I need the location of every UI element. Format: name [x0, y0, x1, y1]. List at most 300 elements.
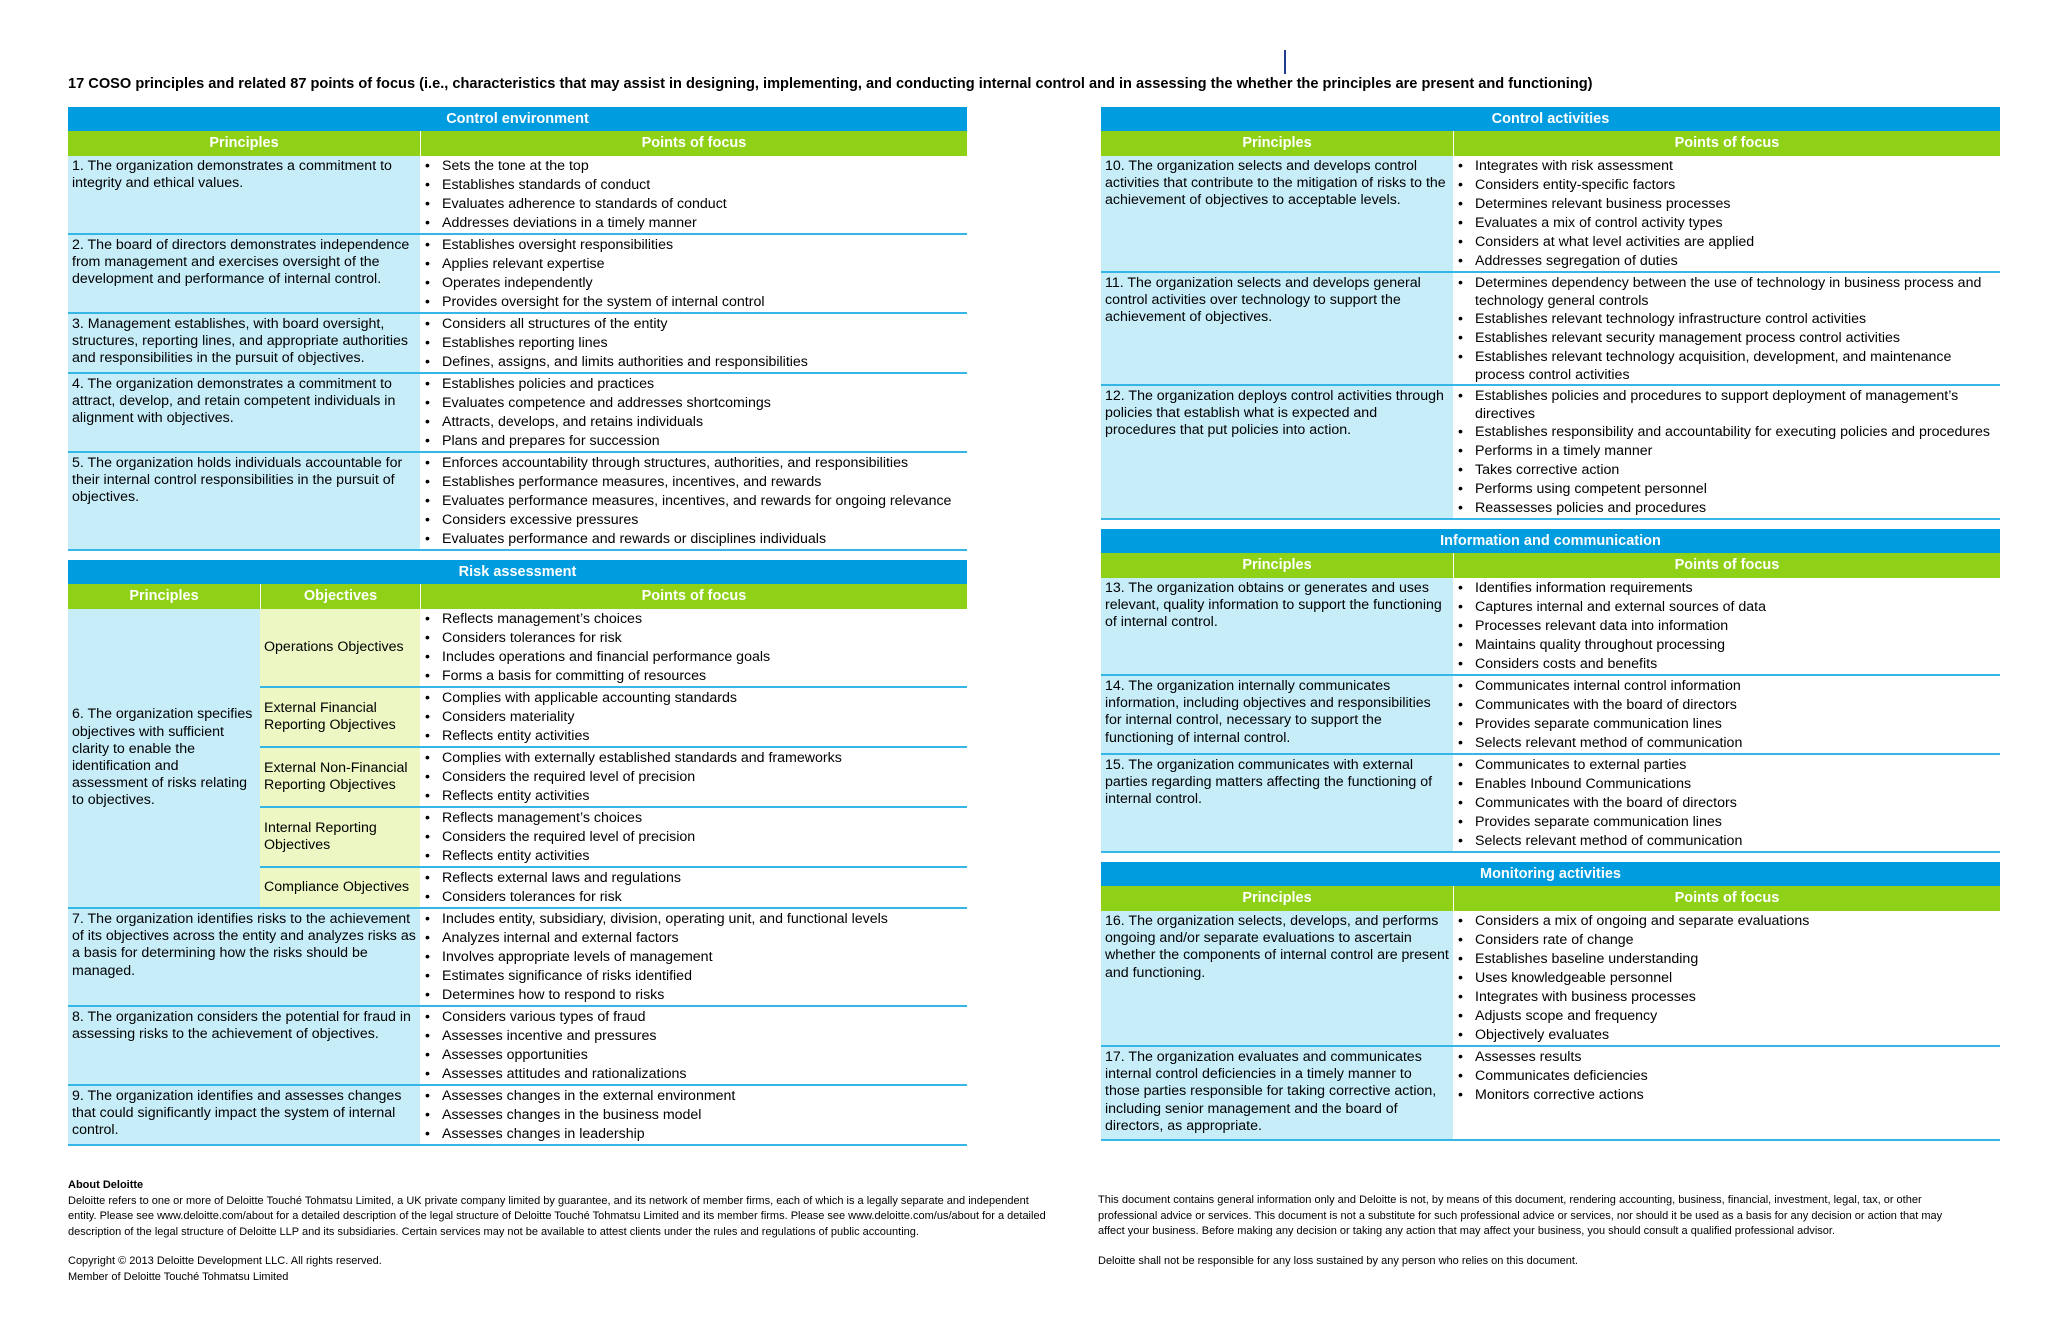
- point-of-focus-item: [425, 293, 963, 312]
- point-of-focus-text: Assesses results: [1475, 1049, 1582, 1065]
- point-of-focus-item: [425, 667, 963, 686]
- point-of-focus-item: [425, 157, 963, 176]
- principle-text: 8. The organization considers the potential for fraud in assessing risks to the achievement of objectives.: [68, 1007, 420, 1084]
- objective-row: [260, 609, 967, 688]
- point-of-focus-item: [1458, 157, 1996, 176]
- bullet-icon: •: [425, 911, 430, 927]
- bullet-icon: •: [425, 275, 430, 291]
- point-of-focus-item: [425, 1008, 963, 1027]
- bullet-icon: •: [1458, 500, 1463, 516]
- principle-row: [1101, 1047, 2000, 1141]
- point-of-focus-text: Complies with externally established standards and frameworks: [442, 750, 842, 766]
- point-of-focus-item: [1458, 423, 1996, 442]
- bullet-icon: •: [1458, 697, 1463, 713]
- point-of-focus-text: Enables Inbound Communications: [1475, 776, 1692, 792]
- principle-row: [68, 453, 967, 551]
- principle-text: 15. The organization communicates with external parties regarding matters affecting the functioning of internal control.: [1101, 755, 1453, 851]
- principle-6-group: [68, 609, 967, 909]
- point-of-focus-item: [1458, 696, 1996, 715]
- bullet-icon: •: [425, 709, 430, 725]
- bullet-icon: •: [1458, 330, 1463, 346]
- point-of-focus-text: Establishes standards of conduct: [442, 177, 651, 193]
- point-of-focus-item: [425, 315, 963, 334]
- point-of-focus-text: Defines, assigns, and limits authorities and responsibilities: [442, 354, 808, 370]
- point-of-focus-item: [425, 176, 963, 195]
- points-of-focus-column-header: Points of focus: [1453, 886, 2000, 911]
- bullet-icon: •: [1458, 1027, 1463, 1043]
- bullet-icon: •: [1458, 580, 1463, 596]
- principle-row: [1101, 676, 2000, 755]
- bullet-icon: •: [1458, 177, 1463, 193]
- point-of-focus-text: Objectively evaluates: [1475, 1027, 1610, 1043]
- objective-label: Compliance Objectives: [260, 868, 420, 907]
- footer-disclaimer: [1098, 1193, 1968, 1269]
- point-of-focus-item: [1458, 912, 1996, 931]
- bullet-icon: •: [1458, 970, 1463, 986]
- bullet-icon: •: [1458, 215, 1463, 231]
- principle-text: 16. The organization selects, develops, and performs ongoing and/or separate evaluations to ascertain whether the components of internal control are present and functioning.: [1101, 911, 1453, 1045]
- bullet-icon: •: [1458, 1068, 1463, 1084]
- bullet-icon: •: [425, 237, 430, 253]
- point-of-focus-item: [1458, 442, 1996, 461]
- point-of-focus-item: [1458, 214, 1996, 233]
- bullet-icon: •: [425, 788, 430, 804]
- point-of-focus-text: Considers excessive pressures: [442, 512, 639, 528]
- bullet-icon: •: [1458, 599, 1463, 615]
- points-of-focus-list: [420, 868, 967, 907]
- point-of-focus-text: Evaluates performance measures, incentives, and rewards for ongoing relevance: [442, 493, 952, 509]
- member-text: Member of Deloitte Touché Tohmatsu Limited: [68, 1270, 289, 1283]
- points-of-focus-list: [420, 156, 967, 233]
- point-of-focus-item: [425, 473, 963, 492]
- objective-label: External Non-Financial Reporting Objectives: [260, 748, 420, 806]
- information-communication-column-headers: [1101, 553, 2000, 578]
- point-of-focus-text: Considers tolerances for risk: [442, 889, 622, 905]
- principles-column-header: Principles: [1242, 135, 1312, 151]
- bullet-icon: •: [1458, 678, 1463, 694]
- point-of-focus-item: [425, 492, 963, 511]
- point-of-focus-item: [425, 967, 963, 986]
- point-of-focus-text: Considers all structures of the entity: [442, 316, 668, 332]
- point-of-focus-text: Communicates with the board of directors: [1475, 795, 1737, 811]
- point-of-focus-item: [425, 394, 963, 413]
- point-of-focus-text: Provides separate communication lines: [1475, 716, 1722, 732]
- points-of-focus-list: [1453, 386, 2000, 518]
- points-of-focus-list: [420, 909, 967, 1005]
- monitoring-activities-header: Monitoring activities: [1101, 862, 2000, 886]
- control-activities-table: [1101, 156, 2000, 520]
- point-of-focus-item: [1458, 329, 1996, 348]
- point-of-focus-item: [425, 929, 963, 948]
- points-of-focus-column-header: Points of focus: [1453, 553, 2000, 578]
- point-of-focus-text: Involves appropriate levels of management: [442, 949, 713, 965]
- objectives-column-header: Objectives: [260, 584, 420, 609]
- point-of-focus-text: Establishes performance measures, incentives, and rewards: [442, 474, 822, 490]
- risk-assessment-header: Risk assessment: [68, 560, 967, 584]
- bullet-icon: •: [425, 810, 430, 826]
- principle-text: 10. The organization selects and develops control activities that contribute to the mitigation of risks to the achievement of objectives to acceptable levels.: [1101, 156, 1453, 271]
- bullet-icon: •: [1458, 735, 1463, 751]
- bullet-icon: •: [425, 433, 430, 449]
- risk-assessment-table: [68, 909, 967, 1146]
- objective-row: [260, 748, 967, 808]
- principle-row: [1101, 273, 2000, 386]
- principle-row: [68, 1086, 967, 1146]
- bullet-icon: •: [425, 1028, 430, 1044]
- point-of-focus-text: Establishes oversight responsibilities: [442, 237, 674, 253]
- liability-text: Deloitte shall not be responsible for any loss sustained by any person who relies on this document.: [1098, 1254, 1578, 1267]
- point-of-focus-item: [1458, 969, 1996, 988]
- bullet-icon: •: [1458, 388, 1463, 404]
- points-of-focus-list: [1453, 156, 2000, 271]
- point-of-focus-text: Evaluates performance and rewards or disciplines individuals: [442, 531, 827, 547]
- point-of-focus-text: Establishes policies and practices: [442, 376, 655, 392]
- point-of-focus-item: [1458, 931, 1996, 950]
- principles-column-header: Principles: [209, 135, 279, 151]
- bullet-icon: •: [1458, 349, 1463, 365]
- principle-6-text: 6. The organization specifies objectives with sufficient clarity to enable the identification and assessment of risks relating to objectives.: [68, 609, 260, 907]
- point-of-focus-text: Establishes reporting lines: [442, 335, 608, 351]
- point-of-focus-item: [425, 511, 963, 530]
- bullet-icon: •: [1458, 1087, 1463, 1103]
- point-of-focus-text: Operates independently: [442, 275, 593, 291]
- principle-text: 13. The organization obtains or generates and uses relevant, quality information to support the functioning of internal control.: [1101, 578, 1453, 674]
- point-of-focus-text: Attracts, develops, and retains individuals: [442, 414, 704, 430]
- point-of-focus-item: [1458, 734, 1996, 753]
- point-of-focus-text: Analyzes internal and external factors: [442, 930, 679, 946]
- bullet-icon: •: [1458, 253, 1463, 269]
- bullet-icon: •: [1458, 656, 1463, 672]
- bullet-icon: •: [425, 630, 430, 646]
- point-of-focus-item: [425, 195, 963, 214]
- point-of-focus-text: Establishes relevant technology acquisition, development, and maintenance process control activities: [1475, 349, 1952, 383]
- point-of-focus-item: [425, 847, 963, 866]
- point-of-focus-item: [1458, 677, 1996, 696]
- point-of-focus-item: [425, 1087, 963, 1106]
- point-of-focus-text: Identifies information requirements: [1475, 580, 1693, 596]
- point-of-focus-item: [1458, 274, 1996, 310]
- point-of-focus-item: [425, 274, 963, 293]
- point-of-focus-text: Establishes relevant security management process control activities: [1475, 330, 1901, 346]
- objective-label: Internal Reporting Objectives: [260, 808, 420, 866]
- points-of-focus-list: [420, 374, 967, 451]
- bullet-icon: •: [1458, 833, 1463, 849]
- point-of-focus-text: Forms a basis for committing of resources: [442, 668, 707, 684]
- bullet-icon: •: [1458, 814, 1463, 830]
- point-of-focus-item: [425, 689, 963, 708]
- principles-column-header: Principles: [1242, 557, 1312, 573]
- point-of-focus-text: Reflects entity activities: [442, 848, 590, 864]
- control-environment-column-headers: [68, 131, 967, 156]
- point-of-focus-text: Provides oversight for the system of internal control: [442, 294, 765, 310]
- point-of-focus-item: [425, 353, 963, 372]
- point-of-focus-item: [425, 1106, 963, 1125]
- control-environment-table: [68, 156, 967, 551]
- bullet-icon: •: [425, 848, 430, 864]
- point-of-focus-text: Performs in a timely manner: [1475, 443, 1653, 459]
- bullet-icon: •: [425, 395, 430, 411]
- bullet-icon: •: [425, 728, 430, 744]
- point-of-focus-text: Considers the required level of precision: [442, 829, 696, 845]
- point-of-focus-text: Establishes responsibility and accountability for executing policies and procedures: [1475, 424, 1990, 440]
- principle-text: 14. The organization internally communicates information, including objectives and responsibilities for internal control, necessary to support the functioning of internal control.: [1101, 676, 1453, 753]
- point-of-focus-text: Assesses changes in the external environment: [442, 1088, 736, 1104]
- point-of-focus-text: Integrates with risk assessment: [1475, 158, 1673, 174]
- principle-row: [1101, 386, 2000, 520]
- point-of-focus-item: [425, 432, 963, 451]
- bullet-icon: •: [425, 870, 430, 886]
- point-of-focus-text: Selects relevant method of communication: [1475, 833, 1743, 849]
- point-of-focus-text: Considers at what level activities are applied: [1475, 234, 1755, 250]
- point-of-focus-item: [1458, 1067, 1996, 1086]
- bullet-icon: •: [425, 414, 430, 430]
- right-column: [1101, 107, 2000, 1141]
- point-of-focus-text: Adjusts scope and frequency: [1475, 1008, 1658, 1024]
- point-of-focus-item: [425, 787, 963, 806]
- bullet-icon: •: [425, 1009, 430, 1025]
- point-of-focus-item: [1458, 579, 1996, 598]
- control-activities-column-headers: [1101, 131, 2000, 156]
- point-of-focus-item: [1458, 775, 1996, 794]
- bullet-icon: •: [425, 930, 430, 946]
- point-of-focus-item: [1458, 617, 1996, 636]
- point-of-focus-text: Evaluates competence and addresses shortcomings: [442, 395, 771, 411]
- point-of-focus-item: [1458, 233, 1996, 252]
- point-of-focus-text: Provides separate communication lines: [1475, 814, 1722, 830]
- footer-about: [68, 1178, 1048, 1285]
- principle-row: [68, 235, 967, 314]
- point-of-focus-text: Sets the tone at the top: [442, 158, 589, 174]
- point-of-focus-text: Assesses opportunities: [442, 1047, 588, 1063]
- point-of-focus-text: Assesses incentive and pressures: [442, 1028, 657, 1044]
- point-of-focus-item: [425, 910, 963, 929]
- bullet-icon: •: [1458, 424, 1463, 440]
- page-title: 17 COSO principles and related 87 points of focus (i.e., characteristics that may assist in designing, implementing, and conducting internal control and in assessing the whether the principles are present and functioning): [68, 76, 1593, 92]
- point-of-focus-item: [425, 214, 963, 233]
- bullet-icon: •: [1458, 234, 1463, 250]
- principle-row: [68, 314, 967, 374]
- points-of-focus-list: [420, 1007, 967, 1084]
- point-of-focus-item: [425, 610, 963, 629]
- bullet-icon: •: [425, 1066, 430, 1082]
- bullet-icon: •: [1458, 716, 1463, 732]
- point-of-focus-item: [1458, 950, 1996, 969]
- point-of-focus-text: Considers a mix of ongoing and separate evaluations: [1475, 913, 1810, 929]
- bullet-icon: •: [425, 1088, 430, 1104]
- bullet-icon: •: [1458, 795, 1463, 811]
- point-of-focus-item: [1458, 813, 1996, 832]
- principle-row: [1101, 156, 2000, 273]
- point-of-focus-item: [1458, 598, 1996, 617]
- point-of-focus-item: [425, 1046, 963, 1065]
- bullet-icon: •: [1458, 989, 1463, 1005]
- point-of-focus-item: [425, 334, 963, 353]
- point-of-focus-item: [425, 1065, 963, 1084]
- principle-row: [1101, 755, 2000, 853]
- point-of-focus-item: [1458, 310, 1996, 329]
- point-of-focus-text: Communicates to external parties: [1475, 757, 1687, 773]
- point-of-focus-text: Applies relevant expertise: [442, 256, 605, 272]
- point-of-focus-text: Considers rate of change: [1475, 932, 1634, 948]
- point-of-focus-text: Processes relevant data into information: [1475, 618, 1729, 634]
- points-of-focus-list: [1453, 273, 2000, 384]
- point-of-focus-item: [1458, 252, 1996, 271]
- point-of-focus-text: Considers tolerances for risk: [442, 630, 622, 646]
- points-of-focus-list: [1453, 755, 2000, 851]
- bullet-icon: •: [1458, 932, 1463, 948]
- point-of-focus-text: Communicates internal control information: [1475, 678, 1741, 694]
- points-of-focus-list: [420, 808, 967, 866]
- point-of-focus-item: [1458, 195, 1996, 214]
- point-of-focus-item: [1458, 461, 1996, 480]
- bullet-icon: •: [425, 256, 430, 272]
- principle-text: 11. The organization selects and develops general control activities over technology to support the achievement of objectives.: [1101, 273, 1453, 384]
- bullet-icon: •: [425, 335, 430, 351]
- point-of-focus-text: Reflects management’s choices: [442, 611, 643, 627]
- principle-text: 4. The organization demonstrates a commitment to attract, develop, and retain competent individuals in alignment with objectives.: [68, 374, 420, 451]
- bullet-icon: •: [425, 316, 430, 332]
- point-of-focus-text: Addresses deviations in a timely manner: [442, 215, 697, 231]
- text-cursor: [1284, 50, 1286, 74]
- point-of-focus-item: [1458, 1007, 1996, 1026]
- bullet-icon: •: [425, 750, 430, 766]
- bullet-icon: •: [425, 493, 430, 509]
- point-of-focus-item: [425, 629, 963, 648]
- point-of-focus-text: Considers entity-specific factors: [1475, 177, 1676, 193]
- points-of-focus-list: [420, 688, 967, 746]
- point-of-focus-item: [425, 828, 963, 847]
- point-of-focus-item: [425, 888, 963, 907]
- bullet-icon: •: [1458, 158, 1463, 174]
- point-of-focus-item: [1458, 1048, 1996, 1067]
- point-of-focus-item: [1458, 636, 1996, 655]
- principles-column-header: Principles: [129, 588, 199, 604]
- point-of-focus-text: Determines how to respond to risks: [442, 987, 665, 1003]
- points-of-focus-list: [420, 748, 967, 806]
- bullet-icon: •: [1458, 275, 1463, 291]
- points-of-focus-column-header: Points of focus: [420, 584, 967, 609]
- about-deloitte-text: Deloitte refers to one or more of Deloitte Touché Tohmatsu Limited, a UK private company limited by guarantee, and its network of member firms, each of which is a legally separate and independent entity. Please see www.deloitte.com/about for a detailed description of the legal structure of Deloitte Touché Tohmatsu Limited and its member firms. Please see www.deloitte.com/us/about for a detailed description of the legal structure of Deloitte LLP and its subsidiaries. Certain services may not be available to attest clients under the rules and regulations of public accounting.: [68, 1194, 1046, 1238]
- point-of-focus-item: [425, 375, 963, 394]
- bullet-icon: •: [1458, 481, 1463, 497]
- point-of-focus-item: [1458, 832, 1996, 851]
- bullet-icon: •: [425, 1047, 430, 1063]
- point-of-focus-text: Uses knowledgeable personnel: [1475, 970, 1673, 986]
- point-of-focus-item: [425, 986, 963, 1005]
- principle-text: 1. The organization demonstrates a commitment to integrity and ethical values.: [68, 156, 420, 233]
- bullet-icon: •: [425, 474, 430, 490]
- bullet-icon: •: [1458, 776, 1463, 792]
- bullet-icon: •: [425, 668, 430, 684]
- bullet-icon: •: [425, 294, 430, 310]
- point-of-focus-item: [425, 809, 963, 828]
- bullet-icon: •: [1458, 1049, 1463, 1065]
- point-of-focus-text: Considers costs and benefits: [1475, 656, 1658, 672]
- point-of-focus-item: [1458, 499, 1996, 518]
- objective-label: Operations Objectives: [260, 609, 420, 686]
- objective-row: [260, 868, 967, 907]
- point-of-focus-text: Selects relevant method of communication: [1475, 735, 1743, 751]
- point-of-focus-text: Establishes baseline understanding: [1475, 951, 1699, 967]
- point-of-focus-item: [425, 708, 963, 727]
- bullet-icon: •: [1458, 913, 1463, 929]
- bullet-icon: •: [425, 215, 430, 231]
- bullet-icon: •: [1458, 1008, 1463, 1024]
- points-of-focus-list: [420, 609, 967, 686]
- bullet-icon: •: [425, 455, 430, 471]
- principle-row: [68, 156, 967, 235]
- point-of-focus-text: Reassesses policies and procedures: [1475, 500, 1707, 516]
- objective-row: [260, 808, 967, 868]
- bullet-icon: •: [425, 649, 430, 665]
- point-of-focus-text: Integrates with business processes: [1475, 989, 1696, 1005]
- principle-text: 12. The organization deploys control activities through policies that establish what is expected and procedures that put policies into action.: [1101, 386, 1453, 518]
- bullet-icon: •: [1458, 311, 1463, 327]
- principle-row: [1101, 911, 2000, 1047]
- point-of-focus-item: [1458, 480, 1996, 499]
- point-of-focus-item: [1458, 1026, 1996, 1045]
- point-of-focus-text: Takes corrective action: [1475, 462, 1620, 478]
- point-of-focus-item: [1458, 176, 1996, 195]
- bullet-icon: •: [425, 196, 430, 212]
- point-of-focus-text: Assesses changes in the business model: [442, 1107, 702, 1123]
- point-of-focus-text: Communicates with the board of directors: [1475, 697, 1737, 713]
- control-activities-header: Control activities: [1101, 107, 2000, 131]
- bullet-icon: •: [1458, 637, 1463, 653]
- point-of-focus-text: Reflects external laws and regulations: [442, 870, 681, 886]
- point-of-focus-item: [425, 1027, 963, 1046]
- point-of-focus-item: [425, 255, 963, 274]
- point-of-focus-item: [425, 768, 963, 787]
- bullet-icon: •: [1458, 196, 1463, 212]
- point-of-focus-item: [1458, 655, 1996, 674]
- principle-row: [68, 374, 967, 453]
- points-of-focus-list: [420, 235, 967, 312]
- bullet-icon: •: [425, 611, 430, 627]
- point-of-focus-item: [1458, 348, 1996, 384]
- point-of-focus-text: Includes operations and financial performance goals: [442, 649, 771, 665]
- point-of-focus-text: Determines relevant business processes: [1475, 196, 1731, 212]
- point-of-focus-text: Monitors corrective actions: [1475, 1087, 1644, 1103]
- point-of-focus-item: [425, 869, 963, 888]
- point-of-focus-text: Maintains quality throughout processing: [1475, 637, 1726, 653]
- points-of-focus-list: [1453, 911, 2000, 1045]
- bullet-icon: •: [425, 354, 430, 370]
- points-of-focus-list: [420, 314, 967, 372]
- points-of-focus-list: [1453, 676, 2000, 753]
- bullet-icon: •: [425, 376, 430, 392]
- point-of-focus-text: Reflects entity activities: [442, 788, 590, 804]
- point-of-focus-item: [425, 454, 963, 473]
- left-column: [68, 107, 967, 1146]
- bullet-icon: •: [425, 889, 430, 905]
- point-of-focus-text: Assesses changes in leadership: [442, 1126, 645, 1142]
- monitoring-activities-table: [1101, 911, 2000, 1141]
- point-of-focus-text: Assesses attitudes and rationalizations: [442, 1066, 687, 1082]
- information-communication-header: Information and communication: [1101, 529, 2000, 553]
- bullet-icon: •: [425, 1107, 430, 1123]
- point-of-focus-item: [425, 749, 963, 768]
- point-of-focus-text: Captures internal and external sources of data: [1475, 599, 1767, 615]
- point-of-focus-text: Considers materiality: [442, 709, 575, 725]
- principle-text: 7. The organization identifies risks to the achievement of its objectives across the entity and analyzes risks as a basis for determining how the risks should be managed.: [68, 909, 420, 1005]
- point-of-focus-item: [425, 727, 963, 746]
- principles-column-header: Principles: [1242, 890, 1312, 906]
- principle-text: 17. The organization evaluates and communicates internal control deficiencies in a timely manner to those parties responsible for taking corrective action, including senior management and the board of directors, as appropriate.: [1101, 1047, 1453, 1139]
- point-of-focus-item: [425, 948, 963, 967]
- point-of-focus-text: Considers the required level of precision: [442, 769, 696, 785]
- point-of-focus-text: Performs using competent personnel: [1475, 481, 1707, 497]
